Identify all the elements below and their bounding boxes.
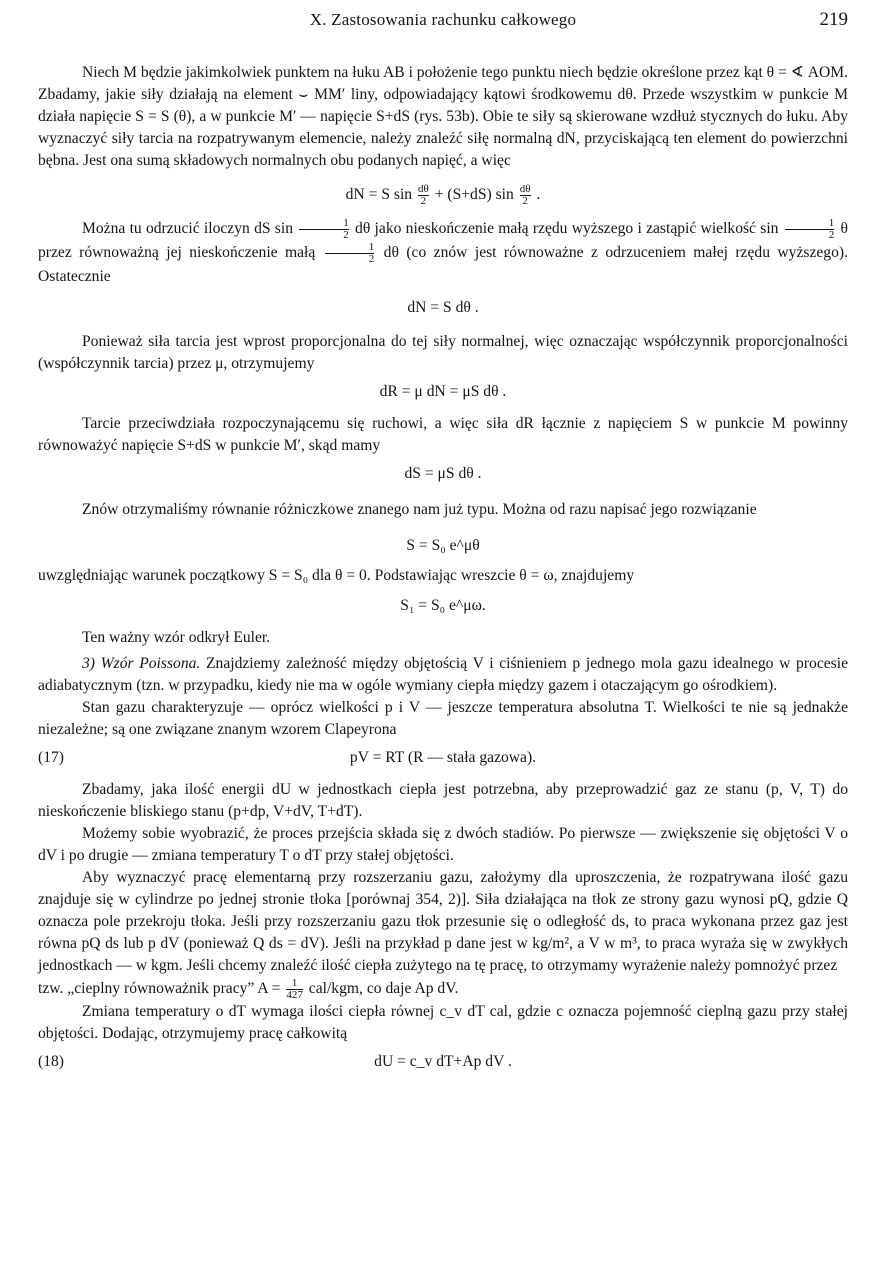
fraction-dtheta-half bbox=[418, 184, 429, 207]
text-run: dθ jako nieskończenie małą rzędu wyższego i zastąpić wielkość sin bbox=[355, 220, 779, 237]
page-body bbox=[38, 62, 848, 1073]
paragraph-element-forces: Niech M będzie jakimkolwiek punktem na łuku AB i położenie tego punktu niech będzie określone przez kąt θ = ∢ AOM. Zbadamy, jakie siły działają na element ⌣ MM′ liny, odpowiadający kątowi środkowemu dθ. Przede wszystkim w punkcie M działa napięcie S = S (θ), a w punkcie M′ — napięcie S+dS (rys. 53b). Obie te siły są skierowane wzdłuż stycznych do łuku. Aby wyznaczyć siły tarcia na rozpatrywanym elemencie, należy znaleźć siłę normalną dN, przyciskającą ten element do powierzchni bębna. Jest ona sumą składowych normalnych obu podanych napięć, a więc bbox=[38, 64, 848, 169]
fraction-denominator: 2 bbox=[785, 229, 835, 241]
paragraph-poisson bbox=[38, 653, 848, 697]
equation-body: dU = c_v dT+Ap dV . bbox=[374, 1053, 512, 1070]
paragraph-two-stages: Możemy sobie wyobrazić, że proces przejścia składa się z dwóch stadiów. Po pierwsze — zwiększenie się objętości V o dV i po drugie — zmiana temperatury T o dT przy stałej objętości. bbox=[38, 825, 848, 864]
fraction-numerator: dθ bbox=[519, 183, 531, 195]
fraction-denominator: 2 bbox=[418, 195, 429, 207]
equation-part: dN = S sin bbox=[345, 186, 413, 204]
fraction-numerator: 1 bbox=[368, 240, 375, 253]
paragraph-initial-condition: uwzględniając warunek początkowy S = S₀ dla θ = 0. Podstawiając wreszcie θ = ω, znajdujemy bbox=[38, 567, 635, 584]
equation-total-work bbox=[38, 1051, 848, 1073]
fraction-dtheta-half bbox=[520, 184, 531, 207]
paragraph-friction: Ponieważ siła tarcia jest wprost proporcjonalna do tej siły normalnej, więc oznaczając współczynnik proporcjonalności (współczynnik tarcia) przez μ, otrzymujemy bbox=[38, 333, 848, 372]
equation-body: pV = RT (R — stała gazowa). bbox=[349, 749, 537, 766]
fraction-half bbox=[325, 242, 375, 265]
chapter-title: X. Zastosowania rachunku całkowego bbox=[309, 10, 577, 29]
paragraph-differential-equation: Znów otrzymaliśmy równanie różniczkowe znanego nam już typu. Można od razu napisać jego rozwiązanie bbox=[82, 501, 757, 518]
fraction-numerator: 1 bbox=[343, 216, 349, 229]
equation-part: + (S+dS) sin bbox=[434, 186, 514, 204]
equation-solution: S = S₀ e^μθ bbox=[406, 537, 480, 554]
fraction-numerator: dθ bbox=[418, 183, 429, 195]
paragraph-euler-note: Ten ważny wzór odkrył Euler. bbox=[82, 629, 271, 646]
equation-clapeyron bbox=[38, 747, 848, 769]
text-run: Znajdziemy zależność między objętością V i ciśnieniem p jednego mola gazu idealnego w procesie adiabatycznym (tzn. w przypadku, kiedy nie ma w ogóle wymiany ciepła między gazem i otaczającym go ośrodkiem). bbox=[38, 655, 848, 694]
paragraph-work-equivalent bbox=[38, 977, 848, 1001]
equation-number: (18) bbox=[38, 1053, 64, 1070]
fraction-denominator: 2 bbox=[520, 195, 531, 207]
fraction-half bbox=[785, 218, 835, 241]
equation-euler: S₁ = S₀ e^μω. bbox=[400, 597, 486, 614]
text-run: tzw. „cieplny równoważnik pracy” A = bbox=[38, 980, 281, 997]
paragraph-simplification bbox=[38, 217, 848, 289]
equation-normal-force bbox=[38, 184, 848, 207]
paragraph-work: Aby wyznaczyć pracę elementarną przy rozszerzaniu gazu, założymy dla uproszczenia, że rozpatrywana ilość gazu znajduje się w cylindrze po jednej stronie tłoka [porównaj 354, 2)]. Siła działająca na tłok ze strony gazu wynosi pQ, gdzie Q oznacza pole przekroju tłoka. Jeśli przy rozszerzaniu gazu tłok przesunie się o odległość ds, to praca wykonana przez gaz jest równa pQ ds lub p dV (ponieważ Q ds = dV). Jeśli na przykład p dane jest w kg/m², a V w m³, to praca wyraża się w zwykłych jednostkach — w kgm. Jeśli chcemy znaleźć ilość ciepła zużytego na tę pracę, to otrzymamy wyrażenie należy pomnożyć przez bbox=[38, 869, 848, 974]
fraction-denominator: 2 bbox=[325, 253, 375, 265]
paragraph-equilibrium: Tarcie przeciwdziała rozpoczynającemu się ruchowi, a więc siła dR łącznie z napięciem S w punkcie M powinny równoważyć napięcie S+dS w punkcie M′, skąd mamy bbox=[38, 415, 848, 454]
section-heading: 3) Wzór Poissona. bbox=[82, 655, 201, 672]
equation-ds: dS = μS dθ . bbox=[404, 465, 482, 482]
fraction-half bbox=[299, 218, 349, 241]
fraction-numerator: 1 bbox=[828, 216, 835, 229]
text-run: dθ (co znów jest równoważne z odrzuceniem małej rzędu wyższego). Ostatecznie bbox=[38, 244, 848, 285]
equation-dr: dR = μ dN = μS dθ . bbox=[379, 383, 507, 400]
page-number: 219 bbox=[819, 9, 848, 30]
text-run: θ przez równoważną jej nieskończenie małą bbox=[38, 220, 848, 261]
equation-number: (17) bbox=[38, 749, 64, 766]
fraction-denominator: 2 bbox=[299, 229, 349, 241]
fraction-denominator: 427 bbox=[286, 988, 303, 1001]
paragraph-gas-state: Stan gazu charakteryzuje — oprócz wielkości p i V — jeszcze temperatura absolutna T. Wielkości te nie są jednakże niezależne; są one związane znanym wzorem Clapeyrona bbox=[38, 699, 848, 738]
running-header bbox=[38, 9, 848, 33]
paragraph-energy: Zbadamy, jaka ilość energii dU w jednostkach ciepła jest potrzebna, aby przeprowadzić gaz ze stanu (p, V, T) do nieskończenie bliskiego stanu (p+dp, V+dV, T+dT). bbox=[38, 781, 848, 820]
paragraph-heat-capacity: Zmiana temperatury o dT wymaga ilości ciepła równej c_v dT cal, gdzie c oznacza pojemność cieplną gazu przy stałej objętości. Dodając, otrzymujemy pracę całkowitą bbox=[38, 1003, 848, 1042]
equation-part: . bbox=[536, 186, 541, 204]
fraction-work-equivalent bbox=[286, 978, 303, 1001]
text-run: Można tu odrzucić iloczyn dS sin bbox=[82, 220, 293, 237]
text-run: cal/kgm, co daje Ap dV. bbox=[308, 980, 459, 997]
equation-dn: dN = S dθ . bbox=[407, 299, 479, 316]
fraction-numerator: 1 bbox=[291, 976, 298, 989]
